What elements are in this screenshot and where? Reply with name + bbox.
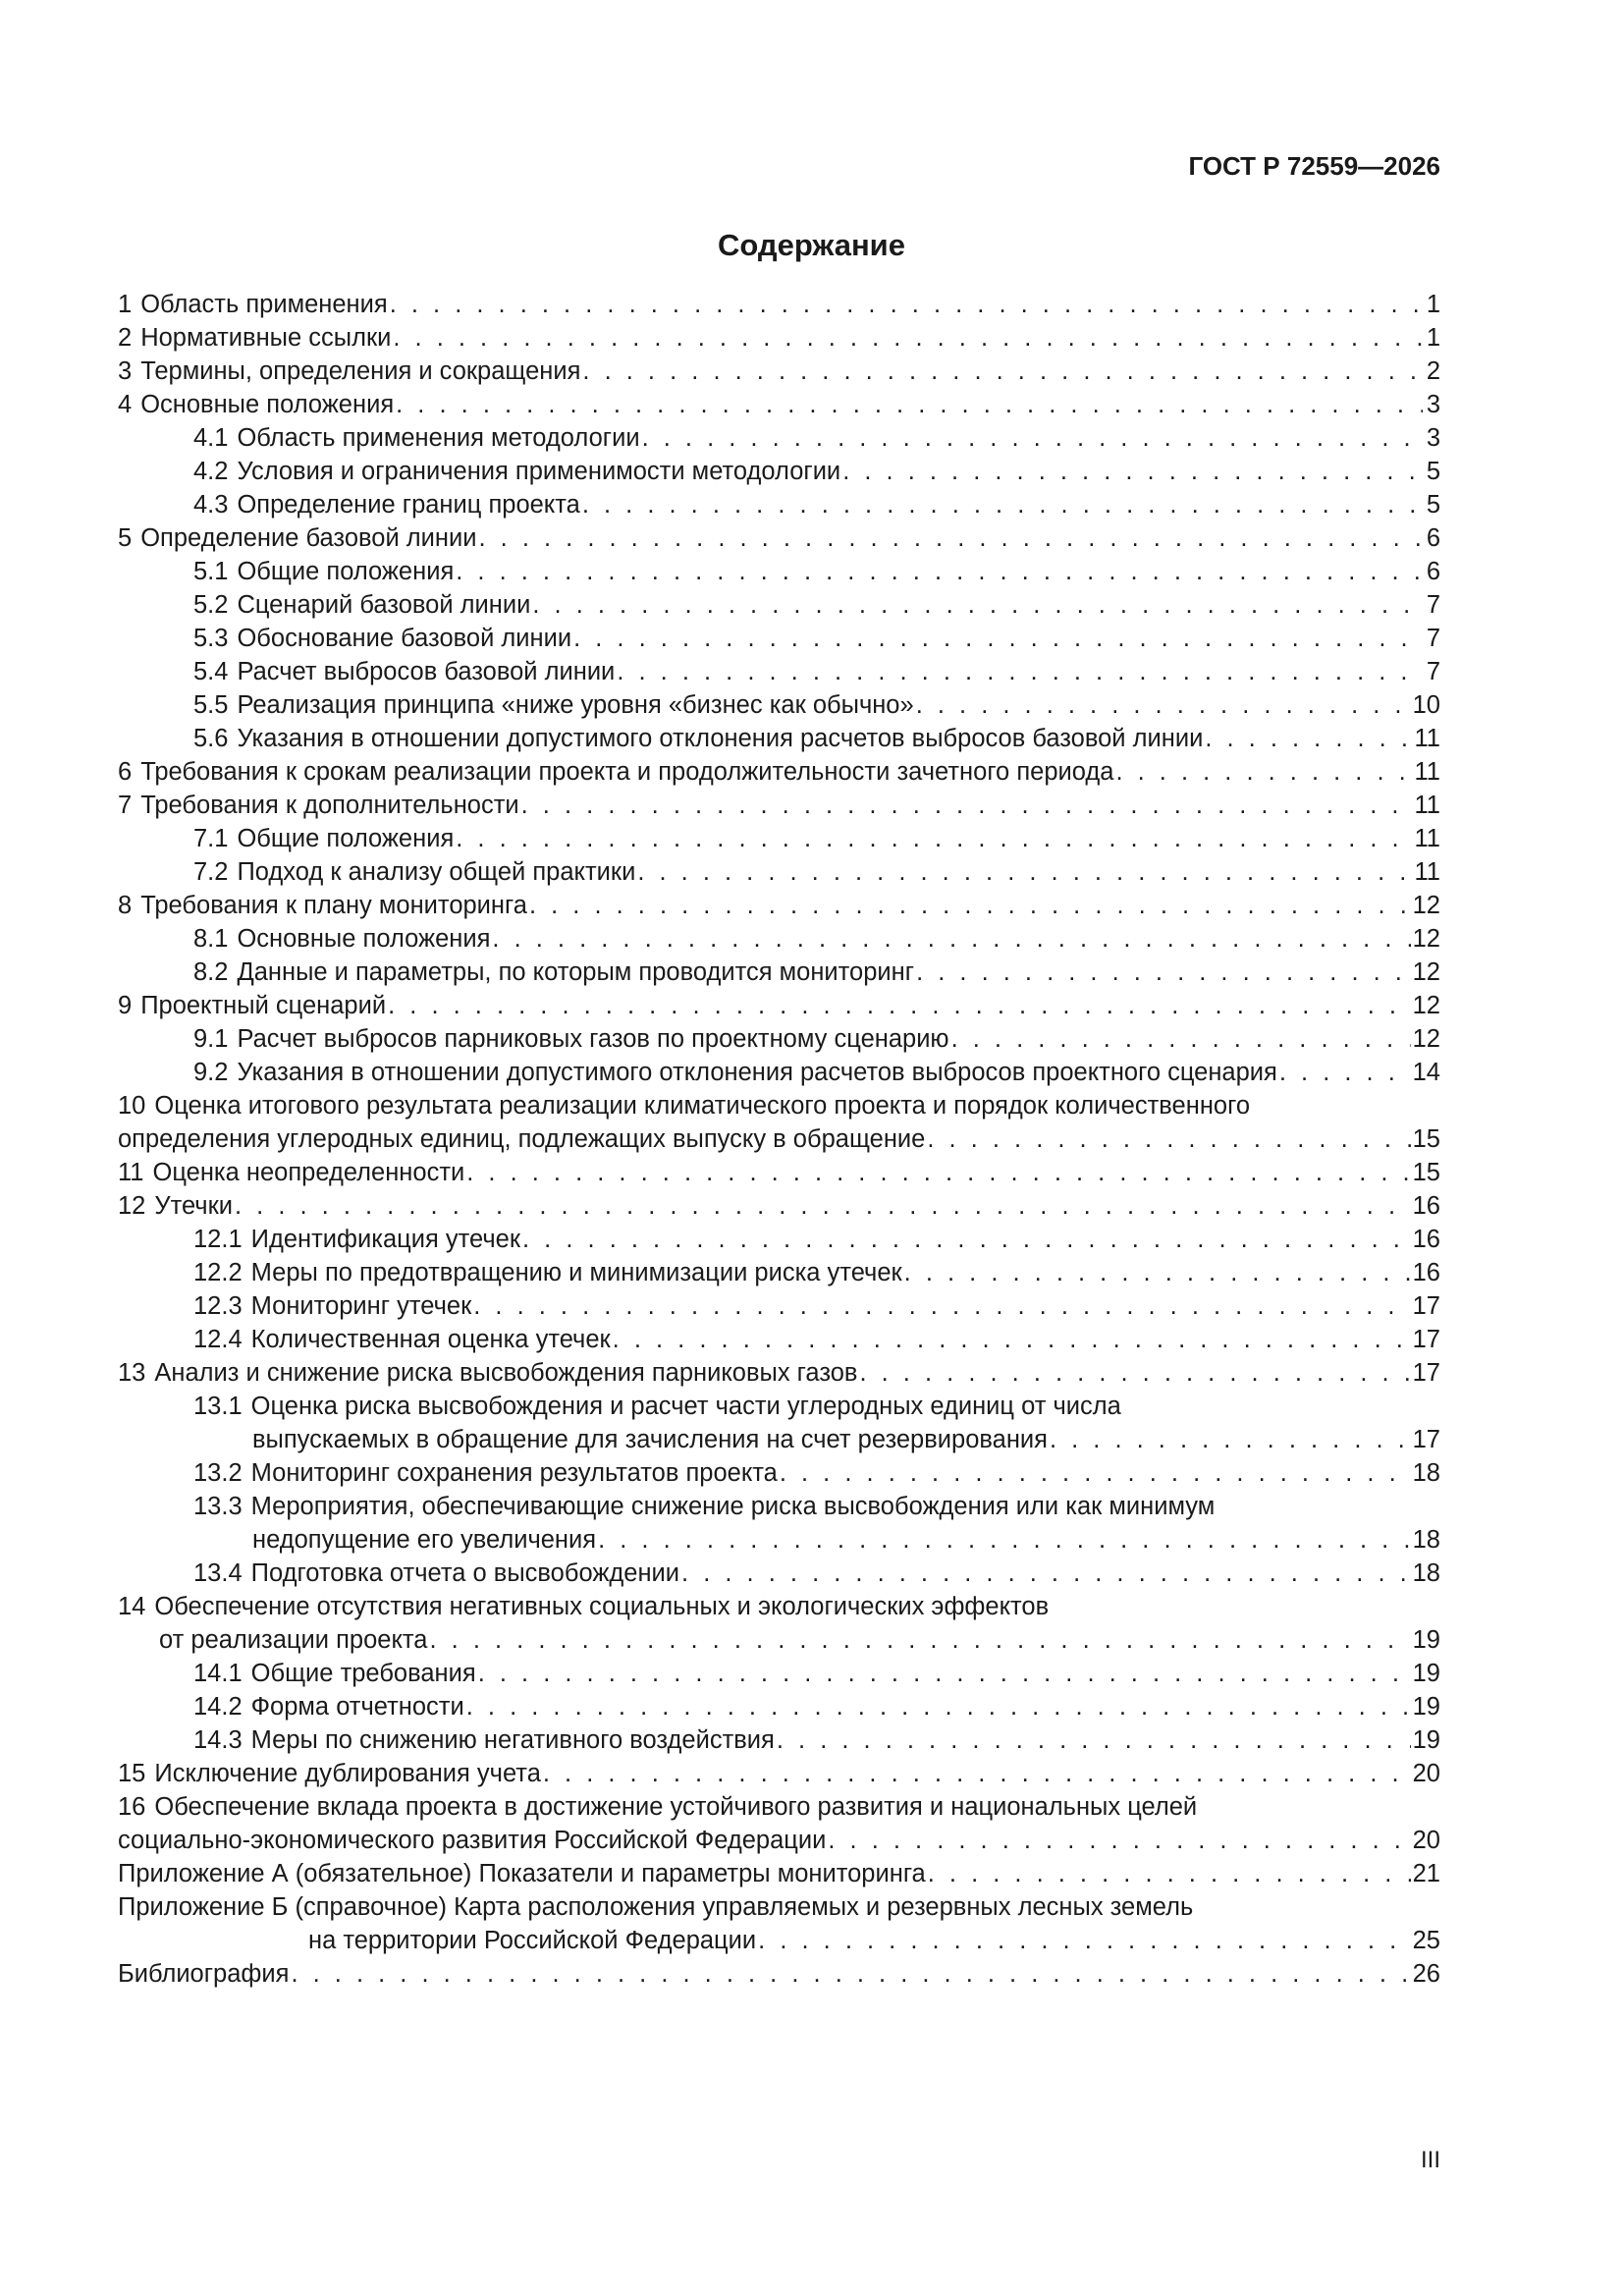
toc-entry-title: Оценка неопределенности <box>152 1159 465 1186</box>
toc-entry-number: 5.5 <box>193 691 229 719</box>
toc-entry-number: 3 <box>118 357 133 385</box>
toc-entry-page: 6 <box>1426 558 1440 585</box>
toc-entry-title: выпускаемых в обращение для зачисления на счет резервирования <box>252 1426 1048 1453</box>
toc-dot-leader <box>466 1156 1410 1189</box>
toc-entry-title: Обеспечение вклада проекта в достижение устойчивого развития и национальных целей <box>154 1793 1198 1821</box>
toc-entry-number: 8.1 <box>193 925 229 953</box>
toc-entry[interactable] <box>118 722 1440 755</box>
toc-entry-page: 16 <box>1412 1226 1440 1253</box>
toc-entry-page: 17 <box>1412 1292 1440 1320</box>
toc-entry-number: 11 <box>118 1159 144 1186</box>
toc-entry-page: 2 <box>1426 357 1440 385</box>
toc-entry[interactable] <box>118 1122 1440 1156</box>
toc-entry-title: Требования к срокам реализации проекта и продолжительности зачетного периода <box>140 758 1114 786</box>
toc-entry-number: 9.1 <box>193 1025 229 1053</box>
toc-entry[interactable] <box>118 1790 1440 1824</box>
toc-entry-page: 6 <box>1426 524 1440 552</box>
toc-entry-title: Подход к анализу общей практики <box>237 858 636 886</box>
toc-entry-number: 12.4 <box>193 1326 243 1353</box>
toc-entry[interactable] <box>118 1924 1440 1957</box>
toc-entry-title: Приложение Б (справочное) Карта расположения управляемых и резервных лесных земель <box>118 1893 1194 1921</box>
toc-entry-page: 1 <box>1426 291 1440 318</box>
toc-entry-number: 13.1 <box>193 1393 243 1420</box>
page-number: III <box>1420 2147 1440 2173</box>
toc-entry-page: 12 <box>1412 992 1440 1019</box>
toc-dot-leader <box>928 1857 1411 1890</box>
toc-entry[interactable] <box>118 1423 1440 1456</box>
toc-entry-title: Мероприятия, обеспечивающие снижение риска высвобождения или как минимум <box>250 1493 1216 1520</box>
toc-entry[interactable] <box>118 1690 1440 1723</box>
toc-entry-number: 8 <box>118 892 133 919</box>
toc-entry-page: 11 <box>1414 792 1440 819</box>
toc-dot-leader <box>916 688 1411 722</box>
toc-entry-title: Сценарий базовой линии <box>237 591 531 619</box>
toc-entry-title: Приложение А (обязательное) Показатели и параметры мониторинга <box>118 1860 926 1887</box>
toc-entry-title: Меры по предотвращению и минимизации риска утечек <box>250 1259 902 1286</box>
toc-entry-number: 1 <box>118 291 133 318</box>
toc-entry-title: Основные положения <box>140 391 395 418</box>
toc-entry-page: 12 <box>1412 1025 1440 1053</box>
toc-dot-leader <box>642 421 1423 455</box>
toc-entry-page: 10 <box>1412 691 1440 719</box>
toc-dot-leader <box>390 288 1423 321</box>
toc-entry[interactable] <box>118 1824 1440 1857</box>
toc-dot-leader <box>473 1289 1410 1323</box>
toc-entry-title: Расчет выбросов парниковых газов по проектному сценарию <box>237 1025 949 1053</box>
toc-entry-number: 12.1 <box>193 1226 243 1253</box>
toc-entry[interactable] <box>118 1289 1440 1323</box>
toc-entry[interactable] <box>118 588 1440 622</box>
toc-entry[interactable] <box>118 1156 1440 1189</box>
toc-entry[interactable] <box>118 789 1440 822</box>
toc-dot-leader <box>582 355 1423 388</box>
toc-entry[interactable] <box>118 755 1440 789</box>
toc-entry-page: 11 <box>1414 758 1440 786</box>
toc-entry[interactable] <box>118 1623 1440 1657</box>
toc-entry-title: на территории Российской Федерации <box>308 1927 757 1954</box>
toc-dot-leader <box>613 1323 1411 1356</box>
toc-dot-leader <box>388 989 1411 1022</box>
toc-entry-page: 7 <box>1426 658 1440 685</box>
toc-entry-title: Определение базовой линии <box>140 524 477 552</box>
toc-entry[interactable] <box>118 555 1440 588</box>
toc-entry[interactable] <box>118 1490 1440 1523</box>
toc-entry-title: Количественная оценка утечек <box>250 1326 611 1353</box>
toc-dot-leader <box>859 1356 1410 1390</box>
toc-dot-leader <box>617 655 1423 688</box>
toc-entry-page: 21 <box>1412 1860 1440 1887</box>
toc-entry-title: Определение границ проекта <box>237 491 580 519</box>
toc-entry-title: Требования к дополнительности <box>140 792 519 819</box>
toc-dot-leader <box>478 1657 1411 1690</box>
toc-entry-title: Указания в отношении допустимого отклонения расчетов выбросов проектного сценария <box>237 1059 1277 1086</box>
toc-entry-title: Условия и ограничения применимости методологии <box>237 458 841 485</box>
toc-title: Содержание <box>718 228 905 262</box>
toc-dot-leader <box>916 956 1411 989</box>
toc-entry-title: Область применения <box>140 291 388 318</box>
toc-dot-leader <box>532 588 1423 622</box>
toc-entry-number: 5.6 <box>193 725 229 752</box>
toc-dot-leader <box>521 789 1413 822</box>
toc-entry-number: 7 <box>118 792 133 819</box>
toc-entry-number: 7.2 <box>193 858 229 886</box>
toc-entry-title: Библиография <box>118 1960 290 1988</box>
toc-entry[interactable] <box>118 822 1440 855</box>
toc-dot-leader <box>1279 1056 1411 1089</box>
toc-entry[interactable] <box>118 855 1440 889</box>
toc-entry-title: Расчет выбросов базовой линии <box>237 658 616 685</box>
toc-dot-leader <box>951 1022 1411 1056</box>
toc-entry-number: 16 <box>118 1793 146 1821</box>
toc-entry[interactable] <box>118 521 1440 555</box>
toc-entry-title: Оценка риска высвобождения и расчет части углеродных единиц от числа <box>250 1393 1121 1420</box>
toc-dot-leader <box>291 1957 1410 1991</box>
toc-dot-leader <box>478 521 1423 555</box>
toc-entry-title: Нормативные ссылки <box>140 324 392 352</box>
toc-entry[interactable] <box>118 922 1440 956</box>
toc-entry-page: 16 <box>1412 1259 1440 1286</box>
toc-entry[interactable] <box>118 655 1440 688</box>
toc-dot-leader <box>1115 755 1412 789</box>
toc-entry-page: 19 <box>1412 1693 1440 1721</box>
toc-entry-page: 5 <box>1426 491 1440 519</box>
toc-entry-number: 14.3 <box>193 1726 243 1754</box>
toc-entry-page: 15 <box>1412 1125 1440 1153</box>
toc-entry[interactable] <box>118 1890 1440 1924</box>
toc-entry[interactable] <box>118 1723 1440 1757</box>
toc-entry-page: 12 <box>1412 892 1440 919</box>
toc-entry-page: 26 <box>1412 1960 1440 1988</box>
toc-entry[interactable] <box>118 288 1440 321</box>
toc-dot-leader <box>543 1757 1411 1790</box>
toc-dot-leader <box>927 1122 1410 1156</box>
toc-dot-leader <box>429 1623 1410 1657</box>
toc-entry[interactable] <box>118 1323 1440 1356</box>
toc-entry[interactable] <box>118 1657 1440 1690</box>
toc-entry-page: 19 <box>1412 1626 1440 1654</box>
toc-entry-title: Реализация принципа «ниже уровня «бизнес как обычно» <box>237 691 914 719</box>
toc-entry-number: 13.4 <box>193 1559 243 1587</box>
toc-entry-page: 15 <box>1412 1159 1440 1186</box>
toc-dot-leader <box>456 555 1423 588</box>
toc-entry-page: 3 <box>1426 424 1440 452</box>
toc-entry-number: 5.4 <box>193 658 229 685</box>
toc-entry[interactable] <box>118 688 1440 722</box>
toc-entry[interactable] <box>118 1189 1440 1223</box>
toc-entry-page: 12 <box>1412 925 1440 953</box>
toc-entry-title: Идентификация утечек <box>250 1226 521 1253</box>
toc-entry-number: 9.2 <box>193 1059 229 1086</box>
toc-entry[interactable] <box>118 1390 1440 1423</box>
toc-dot-leader <box>637 855 1412 889</box>
toc-entry-page: 18 <box>1412 1559 1440 1587</box>
toc-entry-title: Термины, определения и сокращения <box>140 357 581 385</box>
toc-entry-title: Обоснование базовой линии <box>237 625 572 652</box>
toc-entry-page: 14 <box>1412 1059 1440 1086</box>
toc-dot-leader <box>1050 1423 1411 1456</box>
toc-entry[interactable] <box>118 421 1440 455</box>
toc-entry[interactable] <box>118 1757 1440 1790</box>
toc-entry-title: недопущение его увеличения <box>252 1526 597 1554</box>
toc-entry-number: 10 <box>118 1092 146 1120</box>
toc-entry-page: 18 <box>1412 1459 1440 1487</box>
toc-entry-title: социально-экономического развития Российской Федерации <box>118 1827 827 1854</box>
toc-entry-number: 8.2 <box>193 958 229 986</box>
toc-entry[interactable] <box>118 1022 1440 1056</box>
toc-entry[interactable] <box>118 1056 1440 1089</box>
toc-entry-page: 17 <box>1412 1426 1440 1453</box>
toc-entry[interactable] <box>118 388 1440 421</box>
toc-entry-page: 25 <box>1412 1927 1440 1954</box>
toc-entry-page: 19 <box>1412 1660 1440 1687</box>
toc-entry[interactable] <box>118 956 1440 989</box>
toc-entry-title: Требования к плану мониторинга <box>140 892 527 919</box>
toc-dot-leader <box>492 922 1410 956</box>
toc-entry[interactable] <box>118 1557 1440 1590</box>
toc-entry-page: 3 <box>1426 391 1440 418</box>
toc-entry-number: 5.1 <box>193 558 229 585</box>
toc-entry[interactable] <box>118 622 1440 655</box>
toc-entry-number: 14.1 <box>193 1660 243 1687</box>
toc-entry-number: 4.2 <box>193 458 229 485</box>
toc-entry-number: 4 <box>118 391 133 418</box>
toc-entry-page: 11 <box>1414 725 1440 752</box>
toc-entry[interactable] <box>118 989 1440 1022</box>
toc-entry-title: определения углеродных единиц, подлежащих выпуску в обращение <box>118 1125 926 1153</box>
toc-dot-leader <box>780 1456 1411 1490</box>
toc-entry[interactable] <box>118 1957 1440 1991</box>
toc-dot-leader <box>598 1523 1411 1557</box>
toc-entry-title: Данные и параметры, по которым проводится мониторинг <box>237 958 915 986</box>
toc-entry-title: Оценка итогового результата реализации климатического проекта и порядок количественного <box>154 1092 1250 1120</box>
toc-entry-page: 12 <box>1412 958 1440 986</box>
toc-entry-number: 5 <box>118 524 133 552</box>
toc-entry-number: 12.3 <box>193 1292 243 1320</box>
toc-dot-leader <box>777 1723 1411 1757</box>
toc-entry-number: 12.2 <box>193 1259 243 1286</box>
toc-dot-leader <box>522 1223 1411 1256</box>
toc-entry-page: 18 <box>1412 1526 1440 1554</box>
toc-entry-page: 16 <box>1412 1192 1440 1220</box>
toc-entry-title: Основные положения <box>237 925 491 953</box>
toc-entry-page: 7 <box>1426 591 1440 619</box>
toc-entry-number: 14 <box>118 1593 146 1620</box>
toc-dot-leader <box>573 622 1423 655</box>
toc-dot-leader <box>758 1924 1410 1957</box>
toc-entry-title: Обеспечение отсутствия негативных социальных и экологических эффектов <box>154 1593 1050 1620</box>
toc-entry[interactable] <box>118 1523 1440 1557</box>
toc-entry[interactable] <box>118 455 1440 488</box>
toc-entry-title: Общие требования <box>250 1660 476 1687</box>
toc-entry-title: Утечки <box>154 1192 233 1220</box>
toc-entry-page: 1 <box>1426 324 1440 352</box>
document-code: ГОСТ Р 72559—2026 <box>1188 151 1440 181</box>
toc-entry-page: 17 <box>1412 1359 1440 1387</box>
toc-entry-number: 4.3 <box>193 491 229 519</box>
toc-entry-title: Анализ и снижение риска высвобождения парниковых газов <box>154 1359 858 1387</box>
toc-dot-leader <box>1205 722 1412 755</box>
toc-entry-page: 20 <box>1412 1827 1440 1854</box>
toc-entry[interactable] <box>118 321 1440 355</box>
toc-entry[interactable] <box>118 355 1440 388</box>
toc-entry-number: 13.3 <box>193 1493 243 1520</box>
toc-entry[interactable] <box>118 1256 1440 1289</box>
toc-entry-title: Исключение дублирования учета <box>154 1760 541 1787</box>
toc-entry-number: 13.2 <box>193 1459 243 1487</box>
toc-entry-title: от реализации проекта <box>159 1626 428 1654</box>
toc-entry-number: 5.2 <box>193 591 229 619</box>
toc-entry-page: 17 <box>1412 1326 1440 1353</box>
toc-entry-title: Форма отчетности <box>250 1693 464 1721</box>
toc-entry-number: 14.2 <box>193 1693 243 1721</box>
toc-entry-title: Мониторинг утечек <box>250 1292 472 1320</box>
toc-dot-leader <box>456 822 1412 855</box>
toc-entry-number: 9 <box>118 992 133 1019</box>
toc-entry[interactable] <box>118 1089 1440 1122</box>
toc-entry-page: 5 <box>1426 458 1440 485</box>
toc-dot-leader <box>842 455 1423 488</box>
toc-entry-number: 15 <box>118 1760 146 1787</box>
toc-entry[interactable] <box>118 1456 1440 1490</box>
toc-dot-leader <box>235 1189 1411 1223</box>
toc-entry-number: 2 <box>118 324 133 352</box>
toc-entry-title: Подготовка отчета о высвобождении <box>250 1559 680 1587</box>
toc-dot-leader <box>466 1690 1411 1723</box>
toc-entry-title: Область применения методологии <box>237 424 640 452</box>
toc-entry-page: 7 <box>1426 625 1440 652</box>
toc-dot-leader <box>904 1256 1411 1289</box>
toc-entry[interactable] <box>118 1857 1440 1890</box>
toc-entry-title: Проектный сценарий <box>140 992 387 1019</box>
toc-entry[interactable] <box>118 1590 1440 1623</box>
toc-entry-page: 19 <box>1412 1726 1440 1754</box>
toc-entry-number: 13 <box>118 1359 146 1387</box>
toc-dot-leader <box>681 1557 1411 1590</box>
toc-entry-number: 7.1 <box>193 825 229 852</box>
toc-entry-page: 11 <box>1414 825 1440 852</box>
toc-dot-leader <box>582 488 1423 521</box>
toc-entry-page: 20 <box>1412 1760 1440 1787</box>
toc-entry-title: Мониторинг сохранения результатов проекта <box>250 1459 778 1487</box>
toc-entry[interactable] <box>118 889 1440 922</box>
toc-entry-title: Меры по снижению негативного воздействия <box>250 1726 775 1754</box>
toc-entry-title: Указания в отношении допустимого отклонения расчетов выбросов базовой линии <box>237 725 1204 752</box>
toc-dot-leader <box>396 388 1423 421</box>
toc-entry-title: Общие положения <box>237 825 455 852</box>
toc-dot-leader <box>393 321 1423 355</box>
toc-entry-title: Общие положения <box>237 558 455 585</box>
toc-dot-leader <box>828 1824 1410 1857</box>
toc-entry[interactable] <box>118 488 1440 521</box>
toc-entry-number: 12 <box>118 1192 146 1220</box>
toc-entry-number: 4.1 <box>193 424 229 452</box>
toc-entry-number: 5.3 <box>193 625 229 652</box>
table-of-contents <box>118 288 1440 1991</box>
toc-entry[interactable] <box>118 1356 1440 1390</box>
toc-entry[interactable] <box>118 1223 1440 1256</box>
toc-entry-number: 6 <box>118 758 133 786</box>
toc-dot-leader <box>529 889 1411 922</box>
toc-entry-page: 11 <box>1414 858 1440 886</box>
